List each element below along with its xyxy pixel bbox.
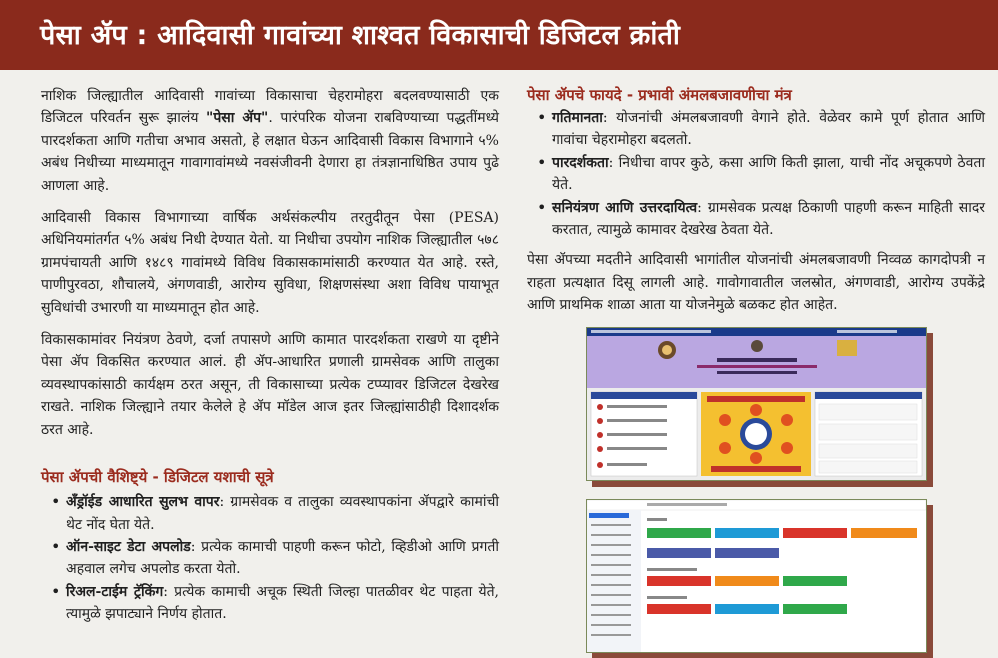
features-heading: पेसा ॲपची वैशिष्ट्ये - डिजिटल यशाची सूत्रे [41,468,274,487]
benefit-desc: : ग्रामसेवक प्रत्यक्ष ठिकाणी पाहणी करून माहिती सादर करतात, त्यामुळे कामावर देखरेख ठेवता येते. [552,199,985,239]
funding-paragraph: आदिवासी विकास विभागाच्या वार्षिक अर्थसंकल्पीय तरतुदीतून पेसा (PESA) अधिनियमांतर्गत ५% अबंध निधी देण्यात येतो. या निधीचा उपयोग नाशिक जिल्ह्यातील ५७८ ग्रामपंचायती आणि १४८९ गावांमध्ये विविध विकासकामांसाठी करण्यात येत आहे. रस्ते, पाणीपुरवठा, शौचालये, अंगणवाडी, आरोग्य सुविधा, शिक्षणसंस्था अशा विविध पायाभूत सुविधांची उभारणी या माध्यमातून होत आहे. [41,210,499,316]
benefits-list [527,107,985,241]
app-dashboard-screenshot [586,499,927,653]
feature-term: अँड्रॉईड आधारित सुलभ वापर [66,494,220,511]
intro-text-end: . पारंपरिक योजना राबविण्याच्या पद्धतींमध्ये पारदर्शकता आणि गतीचा अभाव असतो, हे लक्षात घेऊन आदिवासी विकास विभागाने ५% अबंध निधीच्या माध्यमातून गावागावांमध्ये नवसंजीवनी देणारा हा तंत्रज्ञानाधिष्ठित उपाय पुढे आणला आहे. [41,110,499,194]
intro-text-start: नाशिक जिल्ह्यातील आदिवासी गावांच्या विकासाचा चेहरामोहरा बदलवण्यासाठी एक डिजिटल परिवर्तन सुरू झालंय [41,88,499,127]
right-column [527,85,985,327]
features-list [41,491,499,625]
app-dashboard-image [587,500,926,652]
app-home-screenshot [586,327,927,481]
feature-desc: : प्रत्येक कामाची पाहणी करून फोटो, व्हिडीओ आणि प्रगती अहवाल लगेच अपलोड करता येतो. [66,538,499,578]
feature-item [66,491,499,536]
title-banner [0,0,998,70]
feature-item [66,536,499,581]
intro-paragraph [41,85,499,197]
feature-item [66,581,499,626]
page-title: पेसा ॲप : आदिवासी गावांच्या शाश्वत विकासाची डिजिटल क्रांती [40,20,681,51]
feature-term: ऑन-साइट डेटा अपलोड [66,538,191,555]
benefit-term: पारदर्शकता [552,154,609,171]
benefits-heading: पेसा ॲपचे फायदे - प्रभावी अंमलबजावणीचा मंत्र [527,86,792,104]
feature-term: रिअल-टाईम ट्रॅकिंग [66,583,164,600]
benefit-desc: : योजनांची अंमलबजावणी वेगाने होते. वेळेवर कामे पूर्ण होतात आणि गावांचा चेहरामोहरा बदलतो. [552,110,985,149]
left-column [41,85,499,626]
impact-paragraph: पेसा ॲपच्या मदतीने आदिवासी भागांतील योजनांची अंमलबजावणी निव्वळ कागदोपत्री न राहता प्रत्यक्षात दिसू लागली आहे. गावोगावातील जलस्रोत, अंगणवाडी, आरोग्य उपकेंद्रे आणि प्राथमिक शाळा आता या योजनेमुळे बळकट होत आहेत. [527,252,985,314]
benefit-term: गतिमानता [552,110,603,126]
benefit-item [552,197,985,242]
feature-desc: : ग्रामसेवक व तालुका व्यवस्थापकांना ॲपद्वारे कामांची थेट नोंद घेता येते. [66,494,499,533]
app-home-image [587,328,926,480]
benefit-desc: : निधीचा वापर कुठे, कसा आणि किती झाला, याची नोंद अचूकपणे ठेवता येते. [552,154,985,194]
benefit-item [552,152,985,197]
benefit-item [552,107,985,152]
benefit-term: सनियंत्रण आणि उत्तरदायित्व [552,199,698,216]
monitoring-paragraph: विकासकामांवर नियंत्रण ठेवणे, दर्जा तपासणे आणि कामात पारदर्शकता राखणे या दृष्टीने पेसा ॲप विकसित करण्यात आलं. ही ॲप-आधारित प्रणाली ग्रामसेवक आणि तालुका व्यवस्थापकांसाठी कार्यक्षम ठरत असून, ती विकासाच्या प्रत्येक टप्प्यावर डिजिटल देखरेख राखते. नाशिक जिल्ह्याने तयार केलेले हे ॲप मॉडेल आज इतर जिल्ह्यांसाठीही दिशादर्शक ठरत आहे. [41,332,499,438]
feature-desc: : प्रत्येक कामाची अचूक स्थिती जिल्हा पातळीवर थेट पाहता येते, त्यामुळे झपाट्याने निर्णय होतात. [66,583,500,623]
app-name-highlight: "पेसा ॲप" [206,110,269,127]
